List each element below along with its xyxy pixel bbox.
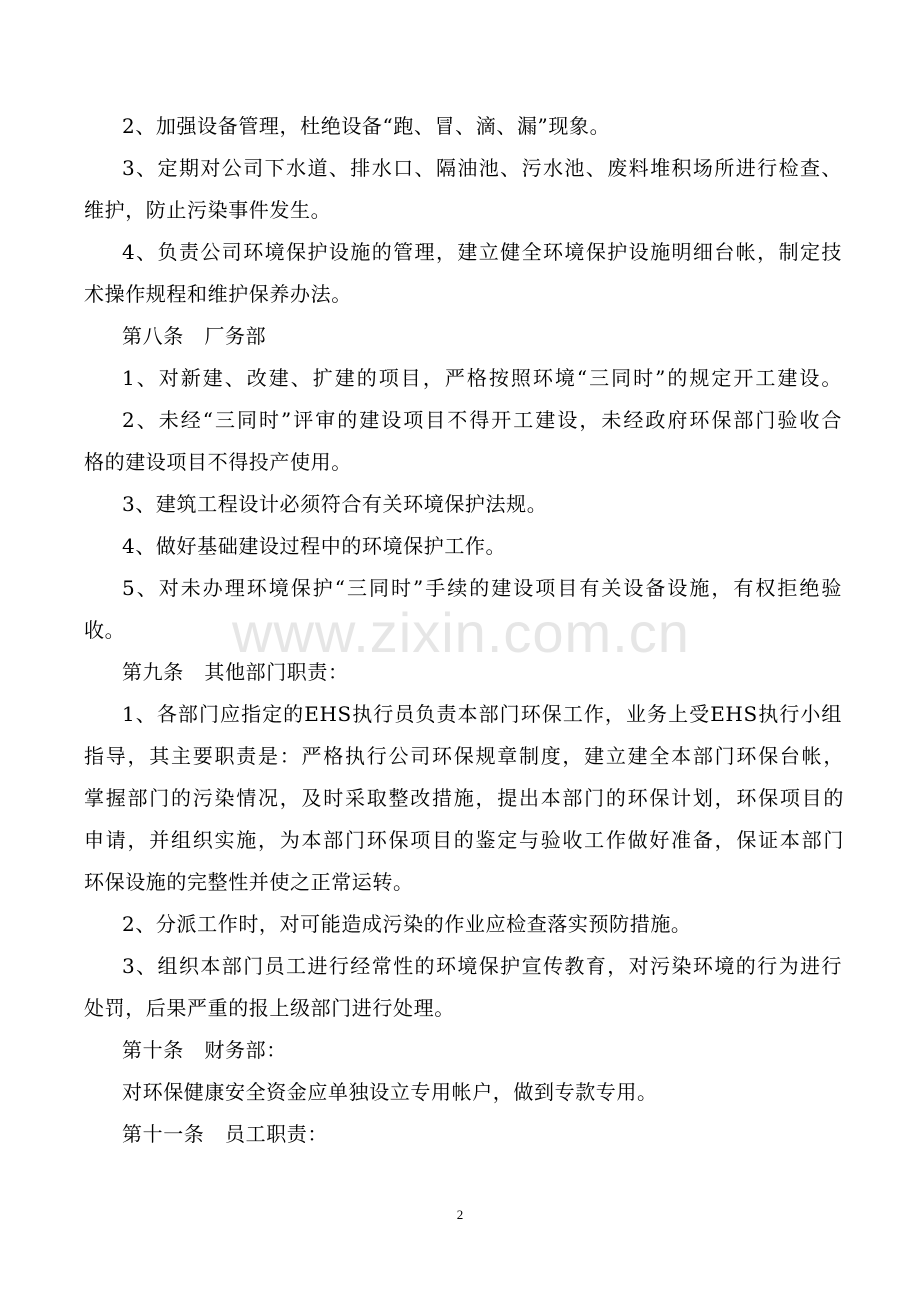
paragraph-line: 3、建筑工程设计必须符合有关环境保护法规。 <box>122 492 548 516</box>
paragraph-line: 3、定期对公司下水道、排水口、隔油池、污水池、废料堆积场所进行检查、 <box>122 156 842 180</box>
section-heading: 第八条 厂务部 <box>122 324 267 348</box>
paragraph-line: 对环保健康安全资金应单独设立专用帐户，做到专款专用。 <box>122 1080 658 1104</box>
paragraph-line: 2、分派工作时，对可能造成污染的作业应检查落实预防措施。 <box>122 912 692 936</box>
paragraph-line: 1、对新建、改建、扩建的项目，严格按照环境“三同时”的规定开工建设。 <box>122 366 842 390</box>
paragraph-line: 2、未经“三同时”评审的建设项目不得开工建设，未经政府环保部门验收合 <box>122 408 842 432</box>
paragraph-line: 5、对未办理环境保护“三同时”手续的建设项目有关设备设施，有权拒绝验 <box>122 576 842 600</box>
paragraph-line: 术操作规程和维护保养办法。 <box>84 282 352 306</box>
paragraph-line: 申请，并组织实施，为本部门环保项目的鉴定与验收工作做好准备，保证本部门 <box>84 828 844 852</box>
paragraph-line: 格的建设项目不得投产使用。 <box>84 450 352 474</box>
paragraph-line: 维护，防止污染事件发生。 <box>84 198 332 222</box>
section-heading: 第九条 其他部门职责： <box>122 660 349 684</box>
section-heading: 第十一条 员工职责： <box>122 1122 328 1146</box>
paragraph-line: 环保设施的完整性并使之正常运转。 <box>84 870 414 894</box>
watermark: www.zixin.com.cn <box>232 601 690 664</box>
paragraph-line: 2、加强设备管理，杜绝设备“跑、冒、滴、漏”现象。 <box>122 114 611 138</box>
paragraph-line: 1、各部门应指定的EHS执行员负责本部门环保工作，业务上受EHS执行小组 <box>122 702 842 726</box>
page-number: 2 <box>456 1207 464 1222</box>
paragraph-line: 处罚，后果严重的报上级部门进行处理。 <box>84 996 455 1020</box>
paragraph-line: 掌握部门的污染情况，及时采取整改措施，提出本部门的环保计划，环保项目的 <box>84 786 844 810</box>
paragraph-line: 收。 <box>84 618 126 642</box>
paragraph-line: 3、组织本部门员工进行经常性的环境保护宣传教育，对污染环境的行为进行 <box>122 954 842 978</box>
paragraph-line: 4、做好基础建设过程中的环境保护工作。 <box>122 534 507 558</box>
paragraph-line: 指导，其主要职责是：严格执行公司环保规章制度，建立建全本部门环保台帐， <box>84 744 844 768</box>
section-heading: 第十条 财务部： <box>122 1038 287 1062</box>
paragraph-line: 4、负责公司环境保护设施的管理，建立健全环境保护设施明细台帐，制定技 <box>122 240 842 264</box>
